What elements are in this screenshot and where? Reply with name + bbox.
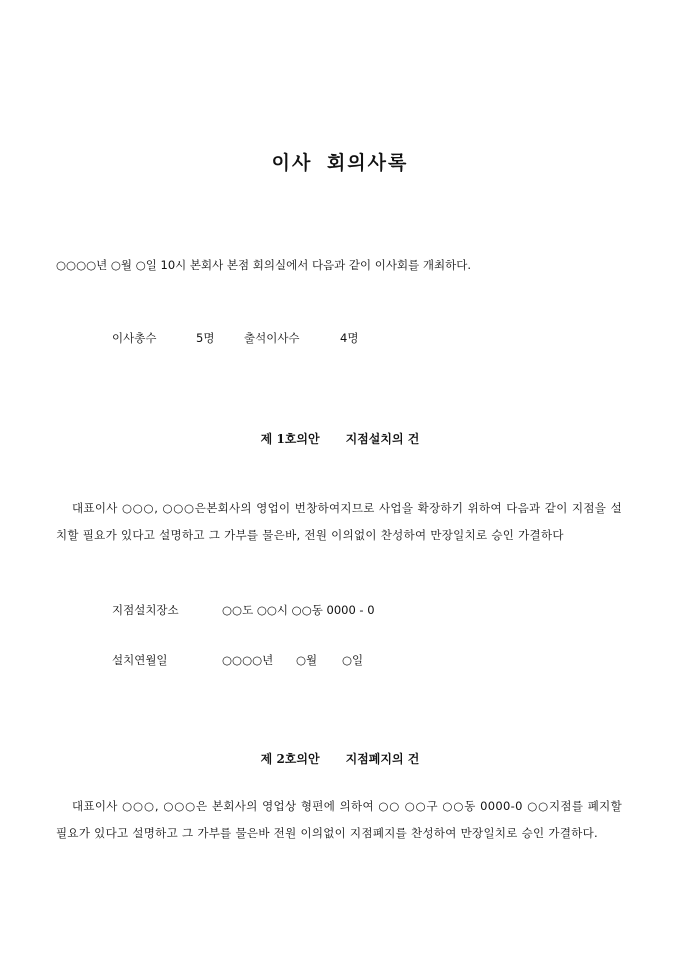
- present-directors-label: 출석이사수: [244, 331, 300, 345]
- establish-date-year: ○○○○년: [222, 653, 274, 667]
- meeting-intro: ○○○○년 ○월 ○일 10시 본회사 본점 회의실에서 다음과 같이 이사회를 개최하다.: [56, 258, 471, 272]
- total-directors-value: 5명: [196, 331, 215, 345]
- present-directors-value: 4명: [340, 331, 359, 345]
- establish-date-month: ○월: [296, 653, 318, 667]
- agenda1-number: 제 1호의안: [260, 432, 320, 446]
- branch-location-label: 지점설치장소: [112, 603, 179, 617]
- document-title: 이사 회의사록: [271, 152, 409, 174]
- agenda1-subject: 지점설치의 건: [345, 432, 420, 446]
- total-directors-label: 이사총수: [112, 331, 157, 345]
- agenda1-body: 대표이사 ○○○, ○○○은본회사의 영업이 번창하여지므로 사업을 확장하기 위하여 다음과 같이 지점을 설치할 필요가 있다고 설명하고 그 가부를 물은바, 전원 이의없이 찬성하여 만장일치로 승인 가결하다: [56, 501, 622, 542]
- agenda2-heading: [0, 750, 680, 767]
- agenda2-number: 제 2호의안: [260, 752, 320, 766]
- agenda2-subject: 지점폐지의 건: [345, 752, 420, 766]
- agenda2-body: 대표이사 ○○○, ○○○은 본회사의 영업상 형편에 의하여 ○○ ○○구 ○○동 0000-0 ○○지점를 폐지할 필요가 있다고 설명하고 그 가부를 물은바 전원 이의없이 지점폐지를 찬성하여 만장일치로 승인 가결하다.: [56, 799, 622, 840]
- branch-location-value: ○○도 ○○시 ○○동 0000 - 0: [222, 603, 375, 617]
- establish-date-day: ○일: [342, 653, 364, 667]
- agenda1-heading: [0, 430, 680, 447]
- establish-date-label: 설치연월일: [112, 653, 168, 667]
